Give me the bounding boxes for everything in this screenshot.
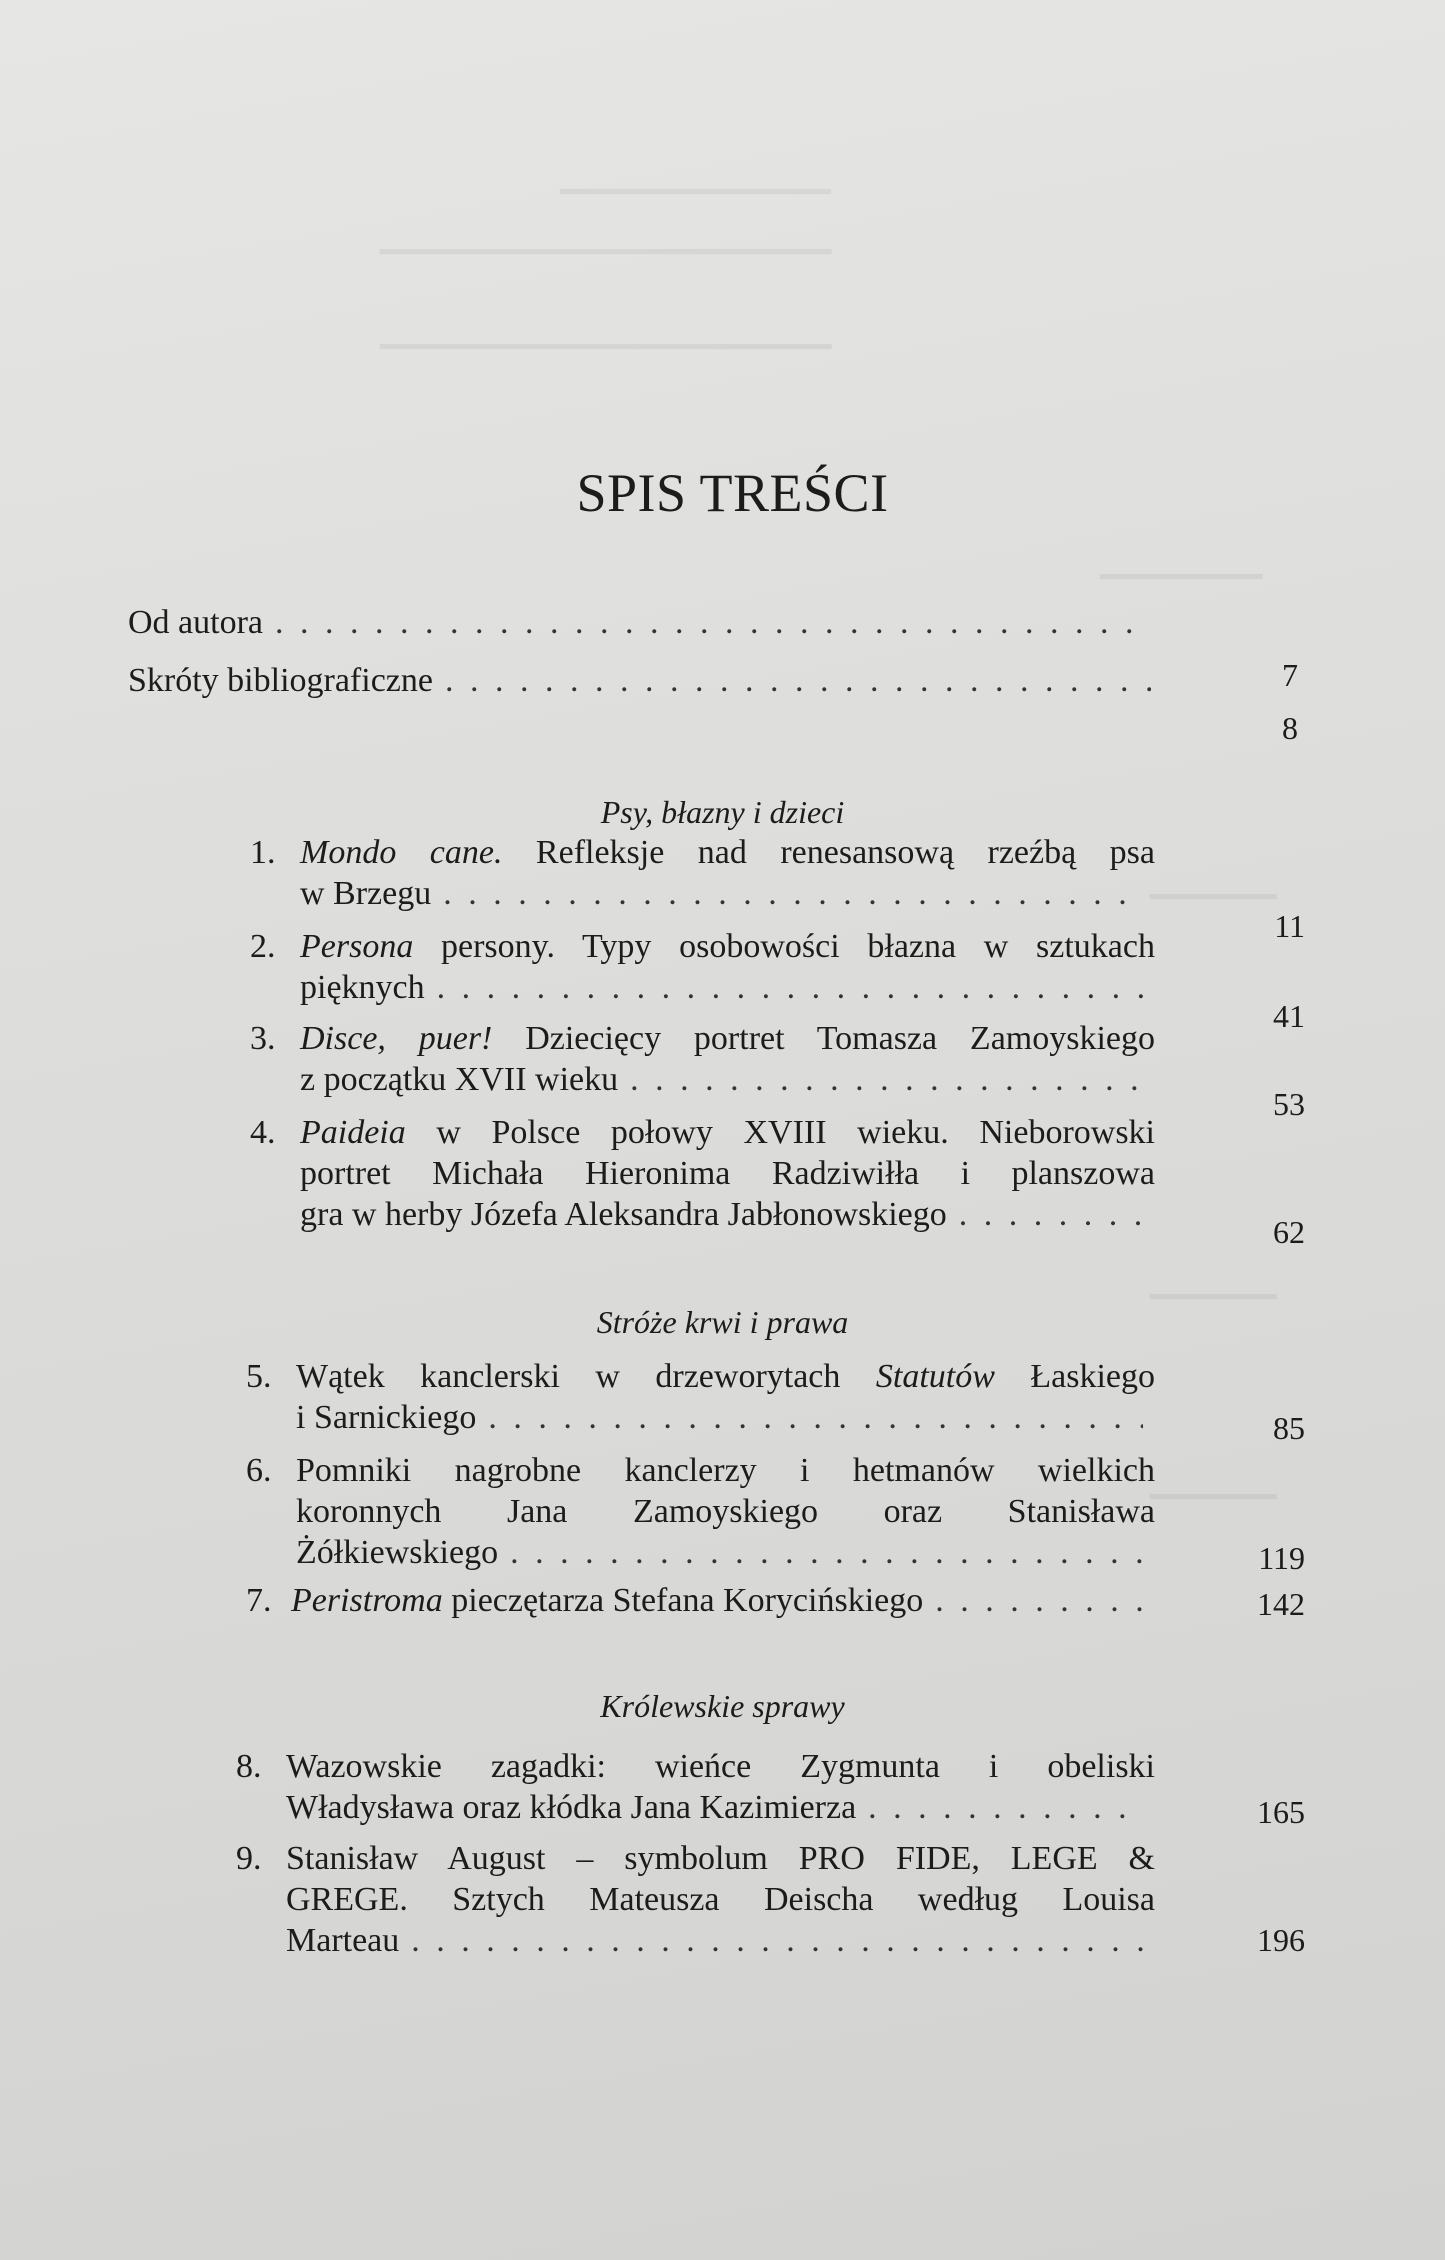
entry-title-line: Paideia w Polsce połowy XVIII wieku. Nieborowski <box>300 1114 1155 1151</box>
page-number: 53 <box>1273 1086 1305 1122</box>
entry-title-line: Wątek kanclerski w drzeworytach Statutów Łaskiego <box>296 1358 1155 1395</box>
entry-number: 4. <box>250 1114 276 1151</box>
entry-number: 2. <box>250 928 276 965</box>
bleed-through-text: ━━━━━━━━━ <box>1100 561 1263 594</box>
entry-title-line: Żółkiewskiego . . . <box>296 1532 1155 1573</box>
entry-number: 6. <box>246 1452 272 1489</box>
page-number: 41 <box>1273 998 1305 1034</box>
dot-leader <box>959 1194 1143 1235</box>
dot-leader <box>488 1397 1143 1438</box>
dot-leader <box>411 1920 1143 1961</box>
entry-title-line: Disce, puer! Dziecięcy portret Tomasza Zamoyskiego <box>300 1020 1155 1057</box>
dot-leader <box>868 1787 1143 1828</box>
entry-title-line: portret Michała Hieronima Radziwiłła i planszowa <box>300 1155 1155 1192</box>
toc-entry-front <box>128 660 1298 746</box>
page-number: 62 <box>1273 1214 1305 1250</box>
dot-leader <box>935 1580 1143 1621</box>
entry-title-line: Persona persony. Typy osobowości błazna w sztukach <box>300 928 1155 965</box>
entry-number: 9. <box>236 1840 262 1877</box>
page-number: 196 <box>1257 1922 1305 1958</box>
entry-title-line: Wazowskie zagadki: wieńce Zygmunta i obeliski <box>286 1748 1155 1785</box>
entry-title-line: gra w herby Józefa Aleksandra Jabłonowskiego . . . <box>300 1194 1155 1235</box>
toc-line <box>128 602 1163 643</box>
dot-leader <box>275 602 1151 643</box>
entry-label: Skróty bibliograficzne <box>128 662 433 699</box>
page-title: SPIS TREŚCI <box>576 463 889 523</box>
bleed-through-text: ━━━━━━━ <box>1150 1481 1277 1514</box>
entry-title-line: z początku XVII wieku . . . <box>300 1059 1155 1100</box>
page-number: 165 <box>1257 1794 1305 1830</box>
entry-label: Od autora <box>128 604 264 641</box>
entry-title-line: pięknych . . . <box>300 967 1155 1008</box>
entry-title-line: GREGE. Sztych Mateusza Deischa według Louisa <box>286 1881 1155 1918</box>
entry-number: 8. <box>236 1748 262 1785</box>
dot-leader <box>445 660 1151 701</box>
bleed-through-text: ━━━━━━━ <box>1150 1281 1277 1314</box>
entry-title-line: Pomniki nagrobne kanclerzy i hetmanów wielkich <box>296 1452 1155 1489</box>
bleed-through-text: ━━━━━━━━━━━━━━━━━━━━━━━━━ <box>380 236 832 269</box>
dot-leader <box>510 1532 1143 1573</box>
section-heading: Stróże krwi i prawa <box>596 1304 849 1340</box>
section-heading: Psy, błazny i dzieci <box>600 794 845 830</box>
toc-line <box>128 660 1163 701</box>
dot-leader <box>630 1059 1143 1100</box>
entry-title-line: w Brzegu . . . <box>300 873 1155 914</box>
bleed-through-text: ━━━━━━━━━━━━━━━ <box>560 176 831 209</box>
entry-title-line: koronnych Jana Zamoyskiego oraz Stanisława <box>296 1493 1155 1530</box>
entry-number: 5. <box>246 1358 272 1395</box>
bleed-through-text: ━━━━━━━ <box>1150 881 1277 914</box>
entry-number: 1. <box>250 834 276 871</box>
dot-leader <box>437 967 1143 1008</box>
page-number: 8 <box>1282 710 1298 746</box>
entry-title-line: Marteau . . . <box>286 1920 1155 1961</box>
entry-title-line: Stanisław August – symbolum PRO FIDE, LEGE & <box>286 1840 1155 1877</box>
dot-leader <box>443 873 1143 914</box>
entry-title-line: i Sarnickiego . . . <box>296 1397 1155 1438</box>
page-number: 119 <box>1258 1540 1305 1576</box>
section-heading: Królewskie sprawy <box>600 1688 845 1724</box>
bleed-through-text: ━━━━━━━━━━━━━━━━━━━━━━━━━ <box>380 331 832 364</box>
page-number: 7 <box>1282 657 1298 693</box>
page-number: 85 <box>1273 1410 1305 1446</box>
page-number: 11 <box>1274 908 1305 944</box>
entry-number: 7. <box>246 1582 272 1619</box>
entry-title-line: Władysława oraz kłódka Jana Kazimierza . . . <box>286 1787 1155 1828</box>
entry-title-line: Mondo cane. Refleksje nad renesansową rzeźbą psa <box>300 834 1155 871</box>
page-number: 142 <box>1257 1586 1305 1622</box>
entry-number: 3. <box>250 1020 276 1057</box>
entry-title-line: Peristroma pieczętarza Stefana Korycińskiego . . . <box>291 1580 1155 1621</box>
